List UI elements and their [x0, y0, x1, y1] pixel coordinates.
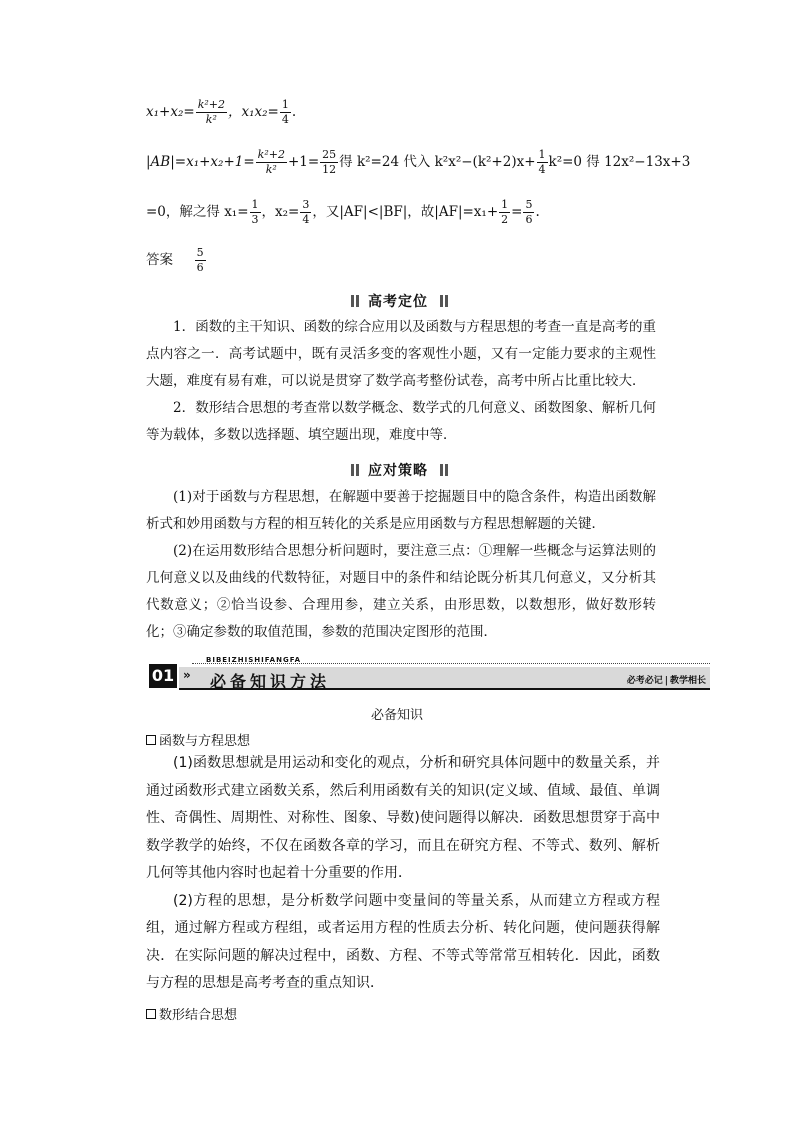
subheading-function-equation: 函数与方程思想 [146, 730, 250, 749]
fraction: $\frac{1}{4}$ [281, 98, 289, 126]
fraction: $\frac{\text{k²+2}}{\text{k²}}$ [257, 148, 285, 176]
formula-text: +1= [287, 153, 320, 170]
formula-line-2 [146, 148, 690, 177]
paragraph: 1．函数的主干知识、函数的综合应用以及函数与方程思想的考查一直是高考的重点内容之一．高考试题中，既有灵活多变的客观性小题，又有一定能力要求的主观性大题，难度有易有难，可以说是贯穿了数学高考整份试卷，高考中所占比重比较大． [146, 319, 656, 389]
fraction: $\frac{1}{4}$ [538, 148, 546, 176]
answer-line [146, 246, 207, 275]
section-title-strategy: 应对策略 [0, 460, 794, 480]
chevron-icon: » [183, 668, 191, 682]
formula-text: x₁+x₂= [146, 103, 195, 120]
banner-number: 01 [149, 664, 177, 688]
paragraph: 2．数形结合思想的考查常以数学概念、数学式的几何意义、函数图象、解析几何等为载体，多数以选择题、填空题出现，难度中等． [146, 400, 656, 443]
fraction: $\frac{25}{12}$ [322, 148, 337, 176]
formula-text: ，x₁x₂= [227, 103, 279, 120]
fraction: $\frac{1}{2}$ [501, 198, 509, 226]
fraction: $\frac{1}{3}$ [251, 198, 259, 226]
paragraph: (1)函数思想就是用运动和变化的观点，分析和研究具体问题中的数量关系，并通过函数形式建立函数关系，然后利用函数有关的知识(定义域、值域、最值、单调性、奇偶性、周期性、对称性、图象、导数)使问题得以解决．函数思想贯穿于高中数学教学的始终，不仅在函数各章的学习，而且在研究方程、不等式、数列、解析几何等其他内容时也起着十分重要的作用． [146, 755, 660, 881]
formula-text: ，x₂= [261, 203, 300, 220]
banner-pinyin: BIBEIZHISHIFANGFA [206, 656, 302, 664]
section2-body [146, 484, 656, 646]
formula-text: =0，解之得 x₁= [146, 203, 249, 220]
square-bullet-icon [146, 1009, 156, 1019]
title-bar-icon [440, 295, 443, 307]
section1-body [146, 314, 656, 449]
answer-fraction: $\frac{5}{6}$ [196, 246, 204, 274]
title-bar-icon [440, 464, 443, 476]
subheading-shape-number: 数形结合思想 [146, 1004, 237, 1023]
formula-text: 得 k²=24 代入 k²x²−(k²+2)x+ [339, 153, 536, 170]
square-bullet-icon [146, 735, 156, 745]
formula-text: ，又|AF|<|BF|，故|AF|=x₁+ [312, 203, 499, 220]
paragraph: (2)在运用数形结合思想分析问题时，要注意三点：①理解一些概念与运算法则的几何意义以及曲线的代数特征，对题目中的条件和结论既分析其几何意义，又分析其代数意义；②恰当设参、合理用参，建立关系，由形思数，以数想形，做好数形转化；③确定参数的取值范围，参数的范围决定图形的范围． [146, 543, 656, 640]
paragraph: (2)方程的思想，是分析数学问题中变量间的等量关系，从而建立方程或方程组，通过解方程或方程组，或者运用方程的性质去分析、转化问题，使问题获得解决．在实际问题的解决过程中，函数、方程、不等式等常常互相转化．因此，函数与方程的思想是高考考查的重点知识． [146, 892, 660, 991]
formula-text: k²=0 得 12x²−13x+3 [548, 153, 691, 170]
section-banner [146, 656, 710, 690]
formula-line-1: x₁+x₂= $\frac{\text{k²+2}}{\text{k²}}$ ，x₁x₂= $\frac{1}{4}$ . [146, 98, 297, 126]
title-bar-icon [351, 295, 354, 307]
knowledge-heading: 必备知识 [370, 708, 423, 723]
fraction: $\frac{3}{4}$ [302, 198, 310, 226]
answer-label: 答案 [146, 251, 173, 268]
formula-text: |AB|=x₁+x₂+1= [146, 153, 255, 170]
title-bar-icon [351, 464, 354, 476]
knowledge-body [146, 750, 660, 998]
fraction: $\frac{5}{6}$ [525, 198, 533, 226]
banner-title: 必备知识方法 [210, 672, 331, 691]
fraction: $\frac{\text{k²+2}}{\text{k²}}$ [197, 98, 225, 126]
formula-line-3: =0，解之得 x₁= $\frac{1}{3}$ ，x₂= $\frac{3}{4}$ ，又|AF|<|BF|，故|AF|=x₁+ $\frac{1}{2}$ = $\frac{5}{6}$ . [146, 198, 540, 226]
paragraph: (1)对于函数与方程思想，在解题中要善于挖掘题目中的隐含条件，构造出函数解析式和妙用函数与方程的相互转化的关系是应用函数与方程思想解题的关键． [146, 489, 656, 532]
banner-tagline: 必考必记 | 教学相长 [626, 676, 706, 686]
section-title-gaokao: 高考定位 [0, 291, 794, 311]
